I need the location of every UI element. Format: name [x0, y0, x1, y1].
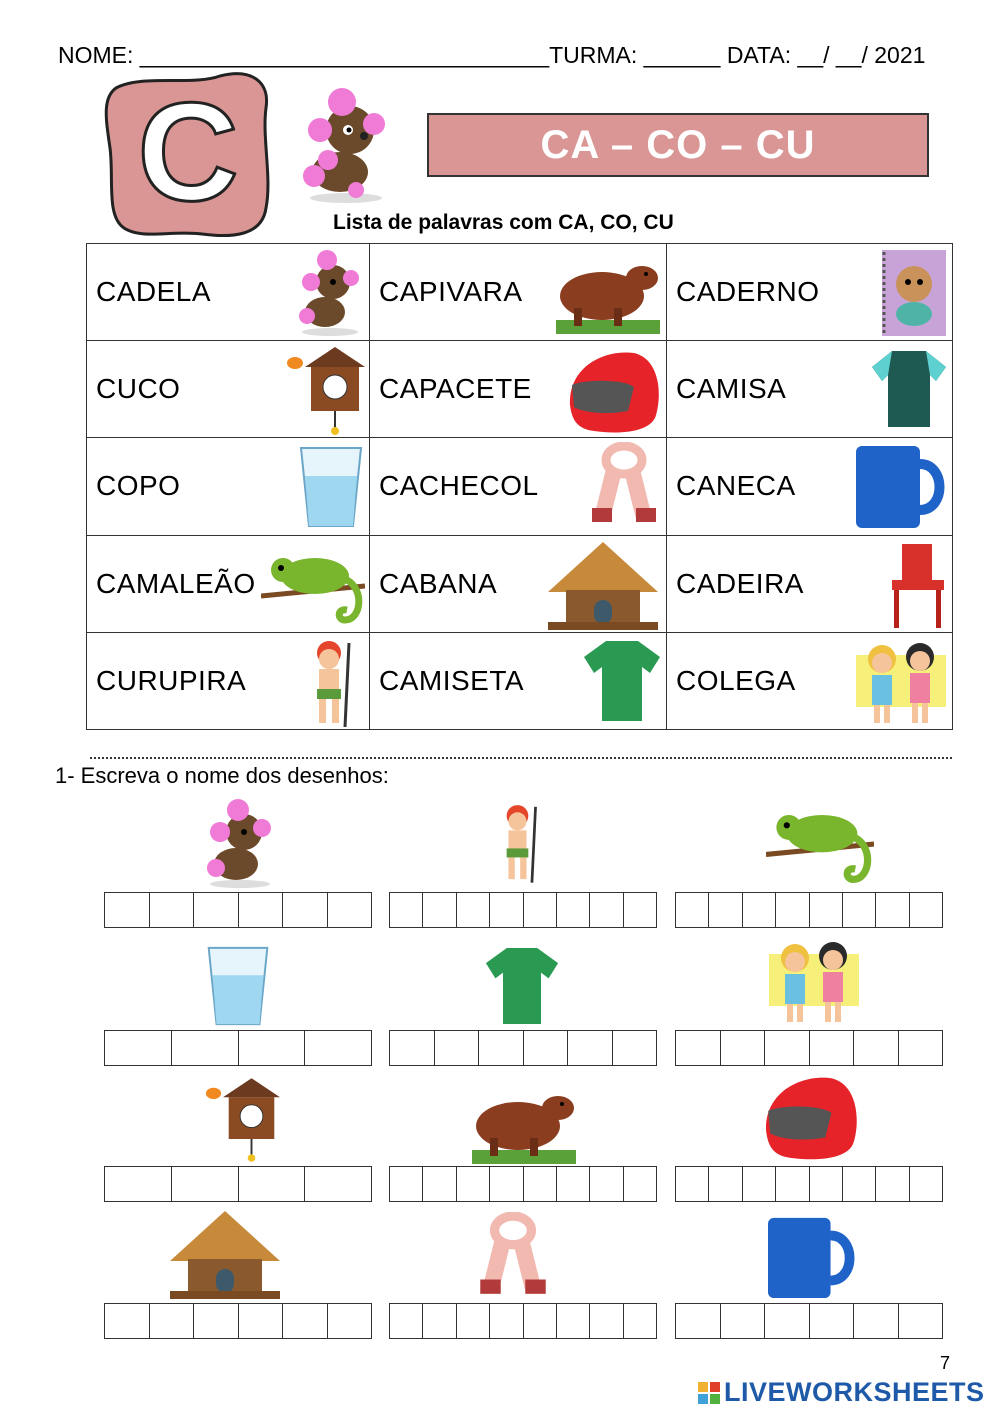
letter-box[interactable] — [590, 1167, 623, 1201]
letter-box[interactable] — [524, 1304, 557, 1338]
capybara-icon — [554, 248, 662, 336]
letter-box[interactable] — [743, 1167, 776, 1201]
table-row — [87, 535, 953, 632]
letter-box[interactable] — [590, 893, 623, 927]
word-label: CABANA — [379, 567, 498, 599]
letter-box[interactable] — [676, 1167, 709, 1201]
title-box: CA – CO – CU — [427, 113, 929, 177]
dog-icon — [298, 86, 394, 206]
letter-box[interactable] — [457, 1304, 490, 1338]
word-label: CACHECOL — [379, 470, 539, 502]
word-label: CADERNO — [676, 276, 820, 308]
helmet-icon — [760, 1070, 860, 1164]
word-label: CADELA — [96, 276, 212, 308]
letter-box[interactable] — [283, 893, 328, 927]
word-label: CURUPIRA — [96, 664, 247, 696]
word-label: CANECA — [676, 470, 796, 502]
nome-label: NOME: — [58, 42, 134, 68]
table-row — [87, 244, 953, 341]
word-label: COLEGA — [676, 664, 796, 696]
answer-boxes-7[interactable] — [104, 1166, 372, 1202]
letter-box[interactable] — [776, 1167, 809, 1201]
word-cell — [667, 341, 953, 438]
answer-boxes-2[interactable] — [389, 892, 657, 928]
letter-box[interactable] — [172, 1031, 239, 1065]
letter-box[interactable] — [557, 1167, 590, 1201]
word-cell — [667, 535, 953, 632]
word-cell — [370, 632, 667, 729]
letter-box[interactable] — [910, 1167, 942, 1201]
letter-box[interactable] — [435, 1031, 480, 1065]
subtitle: Lista de palavras com CA, CO, CU — [333, 211, 674, 234]
letter-box[interactable] — [843, 893, 876, 927]
answer-boxes-8[interactable] — [389, 1166, 657, 1202]
letter-box[interactable] — [810, 1304, 855, 1338]
letter-box[interactable] — [305, 1167, 371, 1201]
letter-box[interactable] — [390, 1304, 423, 1338]
answer-boxes-9[interactable] — [675, 1166, 943, 1202]
word-cell — [87, 438, 370, 535]
letter-box[interactable] — [590, 1304, 623, 1338]
letter-box[interactable] — [613, 1031, 657, 1065]
word-cell — [370, 438, 667, 535]
cuckoo-clock-icon — [285, 345, 365, 437]
table-row — [87, 438, 953, 535]
letter-box[interactable] — [721, 1031, 766, 1065]
letter-box[interactable] — [390, 893, 423, 927]
word-cell — [87, 244, 370, 341]
letter-box[interactable] — [876, 1167, 909, 1201]
letter-box[interactable] — [765, 1031, 810, 1065]
letter-box[interactable] — [843, 1167, 876, 1201]
letter-box[interactable] — [709, 1167, 742, 1201]
word-label: CAMALEÃO — [96, 567, 256, 599]
word-cell — [667, 244, 953, 341]
letter-box[interactable] — [524, 1167, 557, 1201]
instruction-text: 1- Escreva o nome dos desenhos: — [55, 763, 389, 788]
girls-icon — [854, 637, 948, 727]
scarf-icon — [474, 1212, 552, 1302]
word-label: CADEIRA — [676, 567, 804, 599]
word-label: CAMISETA — [379, 664, 525, 696]
letter-box[interactable] — [899, 1031, 943, 1065]
letter-box[interactable] — [910, 893, 942, 927]
word-label: CUCO — [96, 373, 181, 405]
helmet-icon — [564, 345, 662, 437]
notebook-icon — [878, 248, 948, 338]
letter-box[interactable] — [105, 1167, 172, 1201]
chameleon-icon — [766, 796, 874, 890]
answer-boxes-1[interactable] — [104, 892, 372, 928]
letter-box[interactable] — [194, 1304, 239, 1338]
letter-box[interactable] — [810, 1167, 843, 1201]
curupira-icon — [303, 637, 365, 729]
letter-box[interactable] — [776, 893, 809, 927]
letter-box[interactable] — [423, 1304, 456, 1338]
tshirt-icon — [582, 637, 662, 723]
mug-icon — [764, 1214, 858, 1300]
word-cell — [370, 341, 667, 438]
word-cell — [87, 535, 370, 632]
letter-box[interactable] — [150, 1304, 195, 1338]
letter-box[interactable] — [239, 1304, 284, 1338]
letter-box[interactable] — [105, 1304, 150, 1338]
letter-box[interactable] — [390, 1031, 435, 1065]
answer-boxes-3[interactable] — [675, 892, 943, 928]
answer-boxes-10[interactable] — [104, 1303, 372, 1339]
girls-icon — [766, 936, 862, 1026]
word-cell — [87, 632, 370, 729]
letter-box[interactable] — [479, 1031, 524, 1065]
dotted-divider — [90, 757, 952, 759]
letter-box[interactable] — [105, 1031, 172, 1065]
letter-box[interactable] — [676, 1304, 721, 1338]
letter-box[interactable] — [524, 893, 557, 927]
letter-box[interactable] — [810, 1031, 855, 1065]
letter-box[interactable] — [524, 1031, 569, 1065]
dog-icon — [204, 798, 276, 890]
letter-box[interactable] — [423, 1167, 456, 1201]
letter-c-blob — [102, 68, 274, 240]
letter-box[interactable] — [105, 893, 150, 927]
answer-boxes-4[interactable] — [104, 1030, 372, 1066]
hut-icon — [544, 540, 662, 632]
letter-box[interactable] — [239, 1031, 306, 1065]
mug-icon — [852, 442, 948, 530]
big-letter: C — [137, 73, 239, 230]
table-row — [87, 632, 953, 729]
shirt-icon — [870, 345, 948, 431]
letter-box[interactable] — [854, 1031, 899, 1065]
letter-box[interactable] — [283, 1304, 328, 1338]
letter-box[interactable] — [390, 1167, 423, 1201]
header-line — [58, 42, 938, 69]
letter-box[interactable] — [765, 1304, 810, 1338]
letter-box[interactable] — [194, 893, 239, 927]
letter-box[interactable] — [457, 893, 490, 927]
letter-box[interactable] — [423, 893, 456, 927]
answer-boxes-12[interactable] — [675, 1303, 943, 1339]
tshirt-icon — [484, 944, 560, 1026]
letter-box[interactable] — [328, 1304, 372, 1338]
letter-box[interactable] — [568, 1031, 613, 1065]
curupira-icon — [494, 796, 550, 890]
glass-icon — [204, 942, 272, 1028]
hut-icon — [166, 1208, 284, 1302]
word-cell — [667, 438, 953, 535]
letter-box[interactable] — [490, 893, 523, 927]
letter-box[interactable] — [876, 893, 909, 927]
brand-logo[interactable] — [698, 1377, 985, 1408]
answer-boxes-11[interactable] — [389, 1303, 657, 1339]
capybara-icon — [470, 1078, 578, 1166]
answer-boxes-6[interactable] — [675, 1030, 943, 1066]
word-label: CAPACETE — [379, 373, 532, 405]
cuckoo-clock-icon — [204, 1076, 280, 1164]
letter-box[interactable] — [490, 1167, 523, 1201]
word-cell — [370, 244, 667, 341]
scarf-icon — [586, 442, 662, 530]
letter-box[interactable] — [899, 1304, 943, 1338]
letter-box[interactable] — [624, 1167, 656, 1201]
letter-box[interactable] — [624, 893, 656, 927]
letter-box[interactable] — [557, 1304, 590, 1338]
brand-name: LIVEWORKSHEETS — [724, 1377, 985, 1407]
data-label: DATA: — [726, 42, 792, 68]
glass-icon — [297, 442, 365, 530]
nome-line[interactable]: ________________________________ — [139, 42, 550, 68]
chameleon-icon — [261, 540, 365, 630]
word-cell — [370, 535, 667, 632]
letter-box[interactable] — [239, 893, 284, 927]
letter-box[interactable] — [810, 893, 843, 927]
letter-box[interactable] — [721, 1304, 766, 1338]
chair-icon — [886, 540, 948, 630]
answer-boxes-5[interactable] — [389, 1030, 657, 1066]
word-label: COPO — [96, 470, 181, 502]
word-table — [86, 243, 953, 730]
word-label: CAPIVARA — [379, 276, 523, 308]
letter-box[interactable] — [490, 1304, 523, 1338]
letter-box[interactable] — [676, 1031, 721, 1065]
letter-box[interactable] — [328, 893, 372, 927]
letter-box[interactable] — [150, 893, 195, 927]
word-cell — [87, 341, 370, 438]
data-line[interactable]: __/ __/ 2021 — [797, 42, 926, 68]
letter-box[interactable] — [172, 1167, 239, 1201]
dog-icon — [295, 248, 365, 338]
letter-box[interactable] — [854, 1304, 899, 1338]
letter-box[interactable] — [239, 1167, 306, 1201]
letter-box[interactable] — [305, 1031, 371, 1065]
table-row — [87, 341, 953, 438]
brand-grid-icon — [698, 1382, 720, 1404]
turma-line[interactable]: ______ — [643, 42, 721, 68]
page-number: 7 — [939, 1353, 950, 1373]
letter-box[interactable] — [743, 893, 776, 927]
letter-box[interactable] — [457, 1167, 490, 1201]
letter-box[interactable] — [557, 893, 590, 927]
letter-box[interactable] — [709, 893, 742, 927]
letter-box[interactable] — [676, 893, 709, 927]
turma-label: TURMA: — [549, 42, 638, 68]
word-cell — [667, 632, 953, 729]
letter-box[interactable] — [624, 1304, 656, 1338]
word-label: CAMISA — [676, 373, 787, 405]
